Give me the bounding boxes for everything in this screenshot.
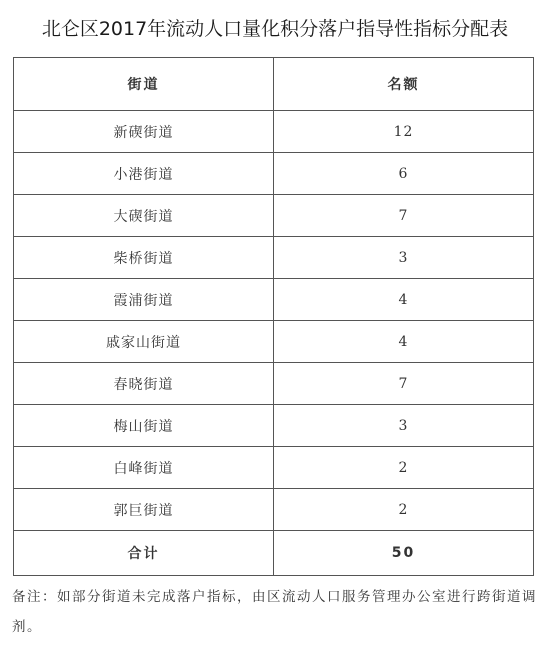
street-name: 柴桥街道 xyxy=(14,237,274,279)
table-row xyxy=(14,153,534,195)
table-row xyxy=(14,195,534,237)
street-name: 白峰街道 xyxy=(14,447,274,489)
street-name: 霞浦街道 xyxy=(14,279,274,321)
total-value: 50 xyxy=(274,531,534,576)
quota-value: 3 xyxy=(274,405,534,447)
quota-value: 7 xyxy=(274,195,534,237)
quota-value: 4 xyxy=(274,321,534,363)
street-name: 春晓街道 xyxy=(14,363,274,405)
table-row xyxy=(14,321,534,363)
quota-value: 4 xyxy=(274,279,534,321)
quota-value: 7 xyxy=(274,363,534,405)
street-name: 小港街道 xyxy=(14,153,274,195)
table-row xyxy=(14,237,534,279)
quota-value: 2 xyxy=(274,489,534,531)
header-quota: 名额 xyxy=(274,58,534,111)
street-name: 郭巨街道 xyxy=(14,489,274,531)
street-name: 新碶街道 xyxy=(14,111,274,153)
table-header-row xyxy=(14,58,534,111)
total-label: 合计 xyxy=(14,531,274,576)
quota-value: 12 xyxy=(274,111,534,153)
table-row xyxy=(14,363,534,405)
table-row xyxy=(14,111,534,153)
street-name: 梅山街道 xyxy=(14,405,274,447)
quota-value: 2 xyxy=(274,447,534,489)
table-row xyxy=(14,447,534,489)
quota-value: 6 xyxy=(274,153,534,195)
footnote: 备注：如部分街道未完成落户指标，由区流动人口服务管理办公室进行跨街道调剂。 xyxy=(12,589,537,635)
quota-value: 3 xyxy=(274,237,534,279)
street-name: 戚家山街道 xyxy=(14,321,274,363)
quota-table xyxy=(13,57,534,576)
table-row xyxy=(14,279,534,321)
table-row xyxy=(14,489,534,531)
total-row xyxy=(14,531,534,576)
header-street: 街道 xyxy=(14,58,274,111)
table-row xyxy=(14,405,534,447)
page-title: 北仑区2017年流动人口量化积分落户指导性指标分配表 xyxy=(41,18,509,40)
street-name: 大碶街道 xyxy=(14,195,274,237)
